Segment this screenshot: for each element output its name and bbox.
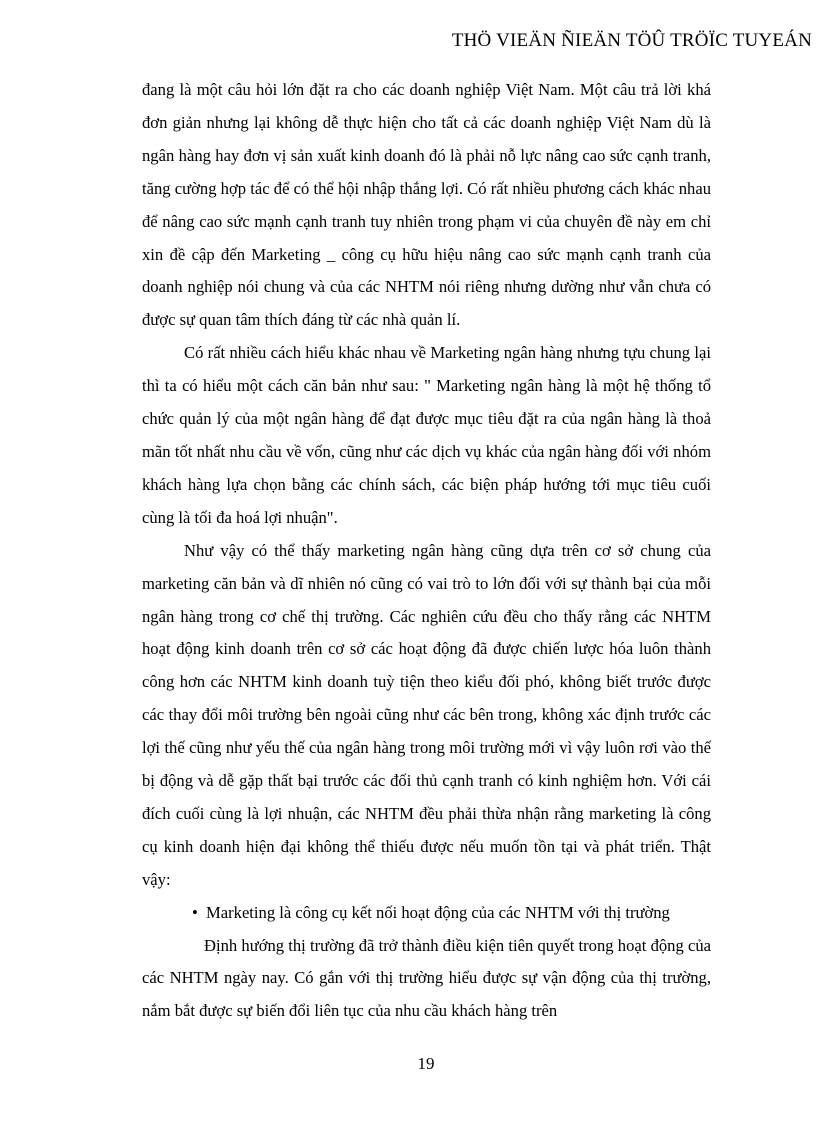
bullet-item — [142, 897, 711, 930]
paragraph-market-orientation: Định hướng thị trường đã trở thành điều kiện tiên quyết trong hoạt động của các NHTM ngày nay. Có gắn với thị trường hiểu được sự vận động của thị trường, nắm bắt được sự biến đổi liên tục của nhu cầu khách hàng trên — [142, 935, 711, 1021]
paragraph-marketing-role: Như vậy có thể thấy marketing ngân hàng cũng dựa trên cơ sở chung của marketing căn bản và dĩ nhiên nó cũng có vai trò to lớn đối với sự thành bại của mỗi ngân hàng trong cơ chế thị trường. Các nghiên cứu đều cho thấy rằng các NHTM hoạt động kinh doanh trên cơ sở các hoạt động đã được chiến lược hóa luôn thành công hơn các NHTM kinh doanh tuỳ tiện theo kiểu đối phó, không biết trước được các thay đổi môi trường bên ngoài cũng như các bên trong, không xác định trước các lợi thế cũng như yếu thế của ngân hàng trong môi trường mới vì vậy luôn rơi vào thế bị động và dễ gặp thất bại trước các đối thủ cạnh tranh có kinh nghiệm hơn. Với cái đích cuối cùng là lợi nhuận, các NHTM đều phải thừa nhận rằng marketing là công cụ kinh doanh hiện đại không thể thiếu được nếu muốn tồn tại và phát triển. Thật vậy: — [142, 540, 711, 889]
bullet-icon: • — [192, 902, 198, 922]
paragraph-continuation: đang là một câu hỏi lớn đặt ra cho các doanh nghiệp Việt Nam. Một câu trả lời khá đơn giản nhưng lại không dễ thực hiện cho tất cả các doanh nghiệp Việt Nam dù là ngân hàng hay đơn vị sản xuất kinh doanh đó là phải nỗ lực nâng cao sức cạnh tranh, tăng cường hợp tác để có thể hội nhập thắng lợi. Có rất nhiều phương cách khác nhau để nâng cao sức mạnh cạnh tranh tuy nhiên trong phạm vi của chuyên đề này em chỉ xin đề cập đến Marketing _ công cụ hữu hiệu nâng cao sức mạnh cạnh tranh của doanh nghiệp nói chung và của các NHTM nói riêng nhưng dường như vẫn chưa có được sự quan tâm thích đáng từ các nhà quản lí. — [142, 80, 711, 330]
page-number: 19 — [417, 1054, 435, 1073]
page-header: THÖ VIEÄN ÑIEÄN TÖÛ TRÖÏC TUYEÁN — [451, 30, 812, 51]
paragraph-marketing-definition: Có rất nhiều cách hiểu khác nhau về Marketing ngân hàng nhưng tựu chung lại thì ta có hiểu một cách căn bản như sau: " Marketing ngân hàng là một hệ thống tổ chức quản lý của một ngân hàng để đạt được mục tiêu đặt ra của ngân hàng là thoả mãn tốt nhất nhu cầu về vốn, cũng như các dịch vụ khác của ngân hàng đối với nhóm khách hàng lựa chọn bằng các chính sách, các biện pháp hướng tới mục tiêu cuối cùng là tối đa hoá lợi nhuận". — [142, 343, 711, 527]
bullet-text: Marketing là công cụ kết nối hoạt động của các NHTM với thị trường — [206, 902, 670, 922]
document-body — [142, 74, 711, 1028]
